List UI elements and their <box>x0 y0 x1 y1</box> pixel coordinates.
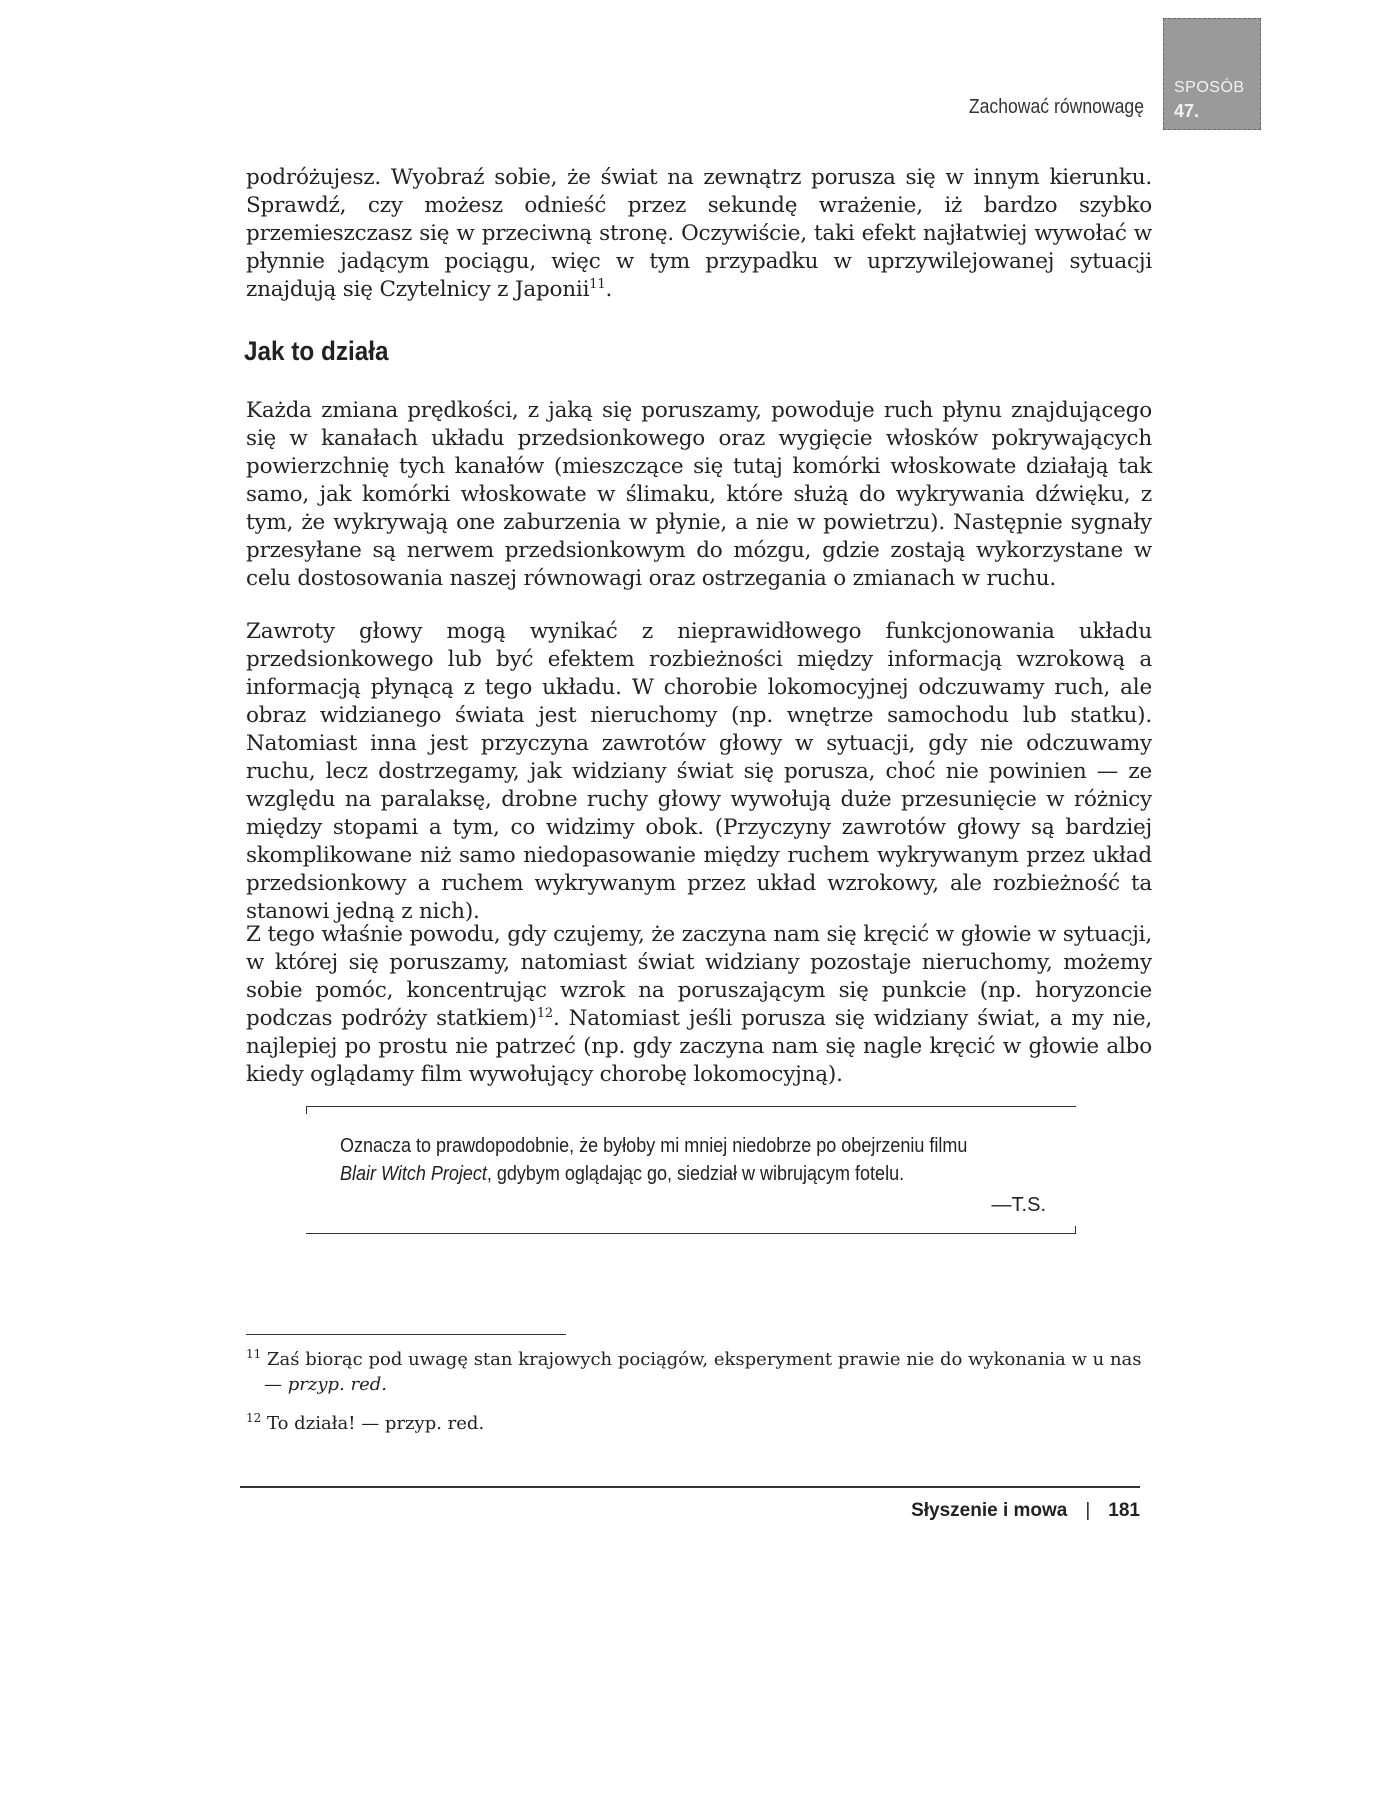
author-note <box>306 1106 1076 1234</box>
page-number: 181 <box>1108 1500 1140 1521</box>
footnote-12 <box>246 1411 1152 1436</box>
note-rule-bottom <box>306 1233 1076 1234</box>
section-heading: Jak to działa <box>244 336 389 366</box>
footnote-attribution: — przyp. red. <box>264 1374 387 1395</box>
paragraph-text-end: . <box>605 277 613 302</box>
hack-number-tab <box>1163 18 1261 130</box>
hack-tab-number: 47. <box>1174 101 1200 121</box>
paragraph-text: podróżujesz. Wyobraź sobie, że świat na zewnątrz porusza się w innym kierunku. Sprawdź, czy możesz odnieść przez sekundę wrażenie, iż bardzo szybko przemieszczasz się w przeciwną stronę. Oczywiście, taki efekt najłatwiej wywołać w płynnie jadącym pociągu, więc w tym przypadku w uprzywilejowanej sytuacji znajdują się Czytelnicy z Japonii <box>246 165 1152 302</box>
note-text-start: Oznacza to prawdopodobnie, że byłoby mi mniej niedobrze po obejrzeniu filmu <box>340 1135 968 1157</box>
note-author: —T.S. <box>991 1194 1046 1216</box>
footnote-text: Zaś biorąc pod uwagę stan krajowych pociągów, eksperyment prawie nie do wykonania w u nas <box>267 1349 1142 1370</box>
note-rule-top <box>306 1106 1076 1107</box>
footer-chapter: Słyszenie i mowa <box>911 1500 1068 1521</box>
paragraph-text-end: . Natomiast jeśli porusza się widziany świat, a my nie, najlepiej po prostu nie patrzeć (np. gdy zaczyna nam się nagle kręcić w głowie albo kiedy oglądamy film wywołujący chorobę lokomocyjną). <box>246 1006 1152 1087</box>
note-text-end: , gdybym oglądając go, siedział w wibrującym fotelu. <box>486 1163 905 1185</box>
hack-tab-label: SPOSÓB <box>1174 79 1245 96</box>
paragraph-mechanism: Każda zmiana prędkości, z jaką się poruszamy, powoduje ruch płynu znajdującego się w kanałach układu przedsionkowego oraz wygięcie włosków pokrywających powierzchnię tych kanałów (mieszczące się tutaj komórki włoskowate działają tak samo, jak komórki włoskowate w ślimaku, które służą do wykrywania dźwięku, z tym, że wykrywają one zaburzenia w płynie, a nie w powietrzu). Następnie sygnały przesyłane są nerwem przedsionkowym do mózgu, gdzie zostają wykorzystane w celu dostosowania naszej równowagi oraz ostrzegania o zmianach w ruchu. <box>246 398 1152 591</box>
footnote-text-cont <box>246 1372 1152 1397</box>
paragraph-intro <box>246 164 1152 304</box>
paragraph-text: Z tego właśnie powodu, gdy czujemy, że zaczyna nam się kręcić w głowie w sytuacji, w której się poruszamy, natomiast świat widziany pozostaje nieruchomy, możemy sobie pomóc, koncentrując wzrok na poruszającym się punkcie (np. horyzoncie podczas podróży statkiem) <box>246 922 1152 1031</box>
paragraph-remedy <box>246 921 1152 1089</box>
footnote-text: To działa! — przyp. red. <box>267 1413 485 1434</box>
running-header-title: Zachować równowagę <box>968 96 1144 118</box>
note-film-title: Blair Witch Project <box>340 1163 487 1185</box>
footnote-number: 11 <box>246 1347 262 1361</box>
note-tick-top <box>306 1106 307 1114</box>
footer-separator: | <box>1085 1500 1091 1521</box>
footnote-number: 12 <box>246 1411 262 1425</box>
footer-divider <box>240 1486 1140 1488</box>
note-tick-bottom <box>1075 1226 1076 1234</box>
page-footer <box>911 1500 1140 1522</box>
footnote-ref-11[interactable]: 11 <box>589 277 606 292</box>
footnote-ref-12[interactable]: 12 <box>536 1006 554 1021</box>
paragraph-dizziness: Zawroty głowy mogą wynikać z nieprawidłowego funkcjonowania układu przedsionkowego lub być efektem rozbieżności między informacją wzrokową a informacją płynącą z tego układu. W chorobie lokomocyjnej odczuwamy ruch, ale obraz widzianego świata jest nieruchomy (np. wnętrze samochodu lub statku). Natomiast inna jest przyczyna zawrotów głowy w sytuacji, gdy nie odczuwamy ruchu, lecz dostrzegamy, jak widziany świat się porusza, choć nie powinien — ze względu na paralaksę, drobne ruchy głowy wywołują duże przesunięcie w różnicy między stopami a tym, co widzimy obok. (Przyczyny zawrotów głowy są bardziej skomplikowane niż samo niedopasowanie między ruchem wykrywanym przez układ przedsionkowy a ruchem wykrywanym przez układ wzrokowy, ale rozbieżność ta stanowi jedną z nich). <box>246 619 1152 924</box>
note-text <box>340 1132 1002 1188</box>
footnote-11 <box>246 1347 1152 1397</box>
footnote-divider <box>246 1334 566 1335</box>
